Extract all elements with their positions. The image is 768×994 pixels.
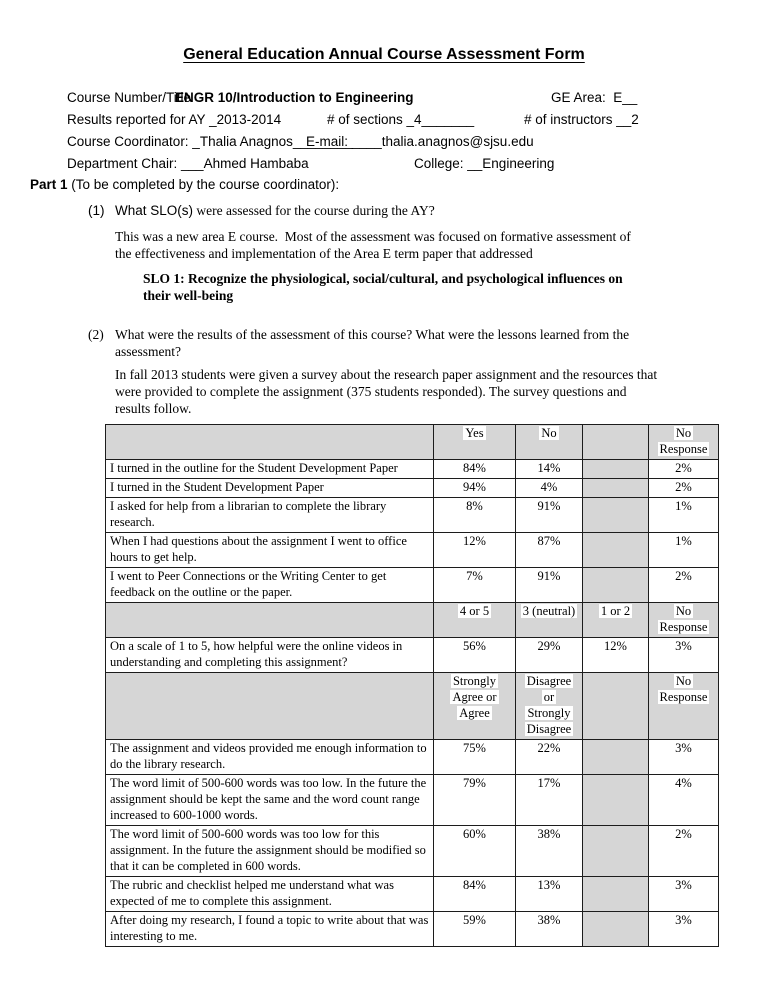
question-1-answer: This was a new area E course. Most of the assessment was focused on formative assessment of the effectiveness and implementation of the Area E term paper that addressed <box>115 229 631 261</box>
header-cell-no-response: No Response <box>649 603 719 638</box>
header-cell-no-response: No Response <box>649 673 719 740</box>
table-row <box>106 775 719 826</box>
value-cell-yes: 84% <box>434 460 516 479</box>
header-cell-disagree: Disagree or Strongly Disagree <box>516 673 583 740</box>
table-row <box>106 460 719 479</box>
value-cell-yes: 8% <box>434 498 516 533</box>
value-cell-no: 91% <box>516 498 583 533</box>
value-cell-no: 4% <box>516 479 583 498</box>
num-sections-field: # of sections _4_______ <box>327 112 475 127</box>
value-cell-no-response: 1% <box>649 533 719 568</box>
header-cell-yes: Yes <box>434 425 516 460</box>
value-cell-agree: 79% <box>434 775 516 826</box>
question-cell: After doing my research, I found a topic to write about that was interesting to me. <box>106 912 434 947</box>
question-cell: I went to Peer Connections or the Writing Center to get feedback on the outline or the paper. <box>106 568 434 603</box>
value-cell-blank <box>583 740 649 775</box>
value-cell-disagree: 13% <box>516 877 583 912</box>
course-number-title-value: ENGR 10/Introduction to Engineering <box>175 90 414 105</box>
value-cell-yes: 12% <box>434 533 516 568</box>
value-cell-yes: 94% <box>434 479 516 498</box>
question-cell: I turned in the outline for the Student Development Paper <box>106 460 434 479</box>
table-row <box>106 533 719 568</box>
num-instructors-field: # of instructors __2 <box>524 112 639 127</box>
college-field: College: __Engineering <box>414 156 555 171</box>
header-cell-no: No <box>516 425 583 460</box>
value-cell-blank <box>583 479 649 498</box>
table-row <box>106 912 719 947</box>
value-cell-no-response: 3% <box>649 740 719 775</box>
value-cell-1-or-2: 12% <box>583 638 649 673</box>
question-2 <box>88 326 718 360</box>
value-cell-no: 87% <box>516 533 583 568</box>
value-cell-disagree: 22% <box>516 740 583 775</box>
value-cell-disagree: 38% <box>516 826 583 877</box>
header-cell-3-neutral: 3 (neutral) <box>516 603 583 638</box>
value-cell-blank <box>583 826 649 877</box>
header-cell-1-or-2: 1 or 2 <box>583 603 649 638</box>
question-cell: On a scale of 1 to 5, how helpful were the online videos in understanding and completing this assignment? <box>106 638 434 673</box>
part1-heading <box>30 177 339 192</box>
value-cell-agree: 84% <box>434 877 516 912</box>
email-field: E-mail: ____thalia.anagnos@sjsu.edu <box>306 134 534 149</box>
table-row <box>106 740 719 775</box>
value-cell-yes: 7% <box>434 568 516 603</box>
value-cell-blank <box>583 568 649 603</box>
value-cell-no-response: 3% <box>649 638 719 673</box>
header-cell-4-or-5: 4 or 5 <box>434 603 516 638</box>
question-1 <box>88 202 715 219</box>
value-cell-blank <box>583 775 649 826</box>
table-row <box>106 638 719 673</box>
table-row <box>106 826 719 877</box>
value-cell-agree: 59% <box>434 912 516 947</box>
header-line-chair <box>0 156 768 178</box>
slo-statement: SLO 1: Recognize the physiological, social/cultural, and psychological influences on their well-being <box>143 271 623 303</box>
header-line-course <box>0 90 768 112</box>
value-cell-no-response: 2% <box>649 568 719 603</box>
value-cell-agree: 60% <box>434 826 516 877</box>
value-cell-agree: 75% <box>434 740 516 775</box>
value-cell-no-response: 1% <box>649 498 719 533</box>
value-cell-no-response: 2% <box>649 826 719 877</box>
header-line-coordinator <box>0 134 768 156</box>
value-cell-no: 91% <box>516 568 583 603</box>
question-cell: The word limit of 500-600 words was too low for this assignment. In the future the assignment should be modified so that it can be completed in 600 words. <box>106 826 434 877</box>
course-coordinator-field: Course Coordinator: _Thalia Anagnos________ <box>67 134 353 149</box>
question-2-answer: In fall 2013 students were given a survey about the research paper assignment and the resources that were provided to complete the assignment (375 students responded). The survey questions and results follow. <box>115 367 658 416</box>
table-row <box>106 877 719 912</box>
value-cell-disagree: 17% <box>516 775 583 826</box>
header-cell-empty <box>106 425 434 460</box>
value-cell-no-response: 2% <box>649 460 719 479</box>
table-header-yes-no <box>106 425 719 460</box>
value-cell-disagree: 38% <box>516 912 583 947</box>
header-cell-no-response: No Response <box>649 425 719 460</box>
value-cell-no-response: 3% <box>649 912 719 947</box>
department-chair-field: Department Chair: ___Ahmed Hambaba <box>67 156 309 171</box>
question-cell: When I had questions about the assignment I went to office hours to get help. <box>106 533 434 568</box>
results-reported-field: Results reported for AY _2013-2014 <box>67 112 282 127</box>
page-title: General Education Annual Course Assessment Form <box>183 46 585 63</box>
value-cell-no-response: 4% <box>649 775 719 826</box>
course-number-title-label: Course Number/Title <box>67 90 192 105</box>
value-cell-blank <box>583 533 649 568</box>
question-cell: I turned in the Student Development Paper <box>106 479 434 498</box>
value-cell-blank <box>583 498 649 533</box>
question-cell: The assignment and videos provided me enough information to do the library research. <box>106 740 434 775</box>
part1-text: (To be completed by the course coordinator): <box>67 177 340 192</box>
survey-results-table <box>105 424 719 947</box>
header-cell-strongly-agree: Strongly Agree or Agree <box>434 673 516 740</box>
table-row <box>106 568 719 603</box>
question-2-number: (2) <box>88 327 104 342</box>
question-cell: The rubric and checklist helped me understand what was expected of me to complete this assignment. <box>106 877 434 912</box>
header-line-ay <box>0 112 768 134</box>
table-header-agree <box>106 673 719 740</box>
question-2-text: What were the results of the assessment of this course? What were the lessons learned from the assessment? <box>115 327 630 359</box>
question-cell: I asked for help from a librarian to complete the library research. <box>106 498 434 533</box>
header-cell-empty <box>583 425 649 460</box>
value-cell-3-neutral: 29% <box>516 638 583 673</box>
header-cell-empty <box>106 603 434 638</box>
value-cell-no: 14% <box>516 460 583 479</box>
value-cell-blank <box>583 877 649 912</box>
table-row <box>106 498 719 533</box>
part1-label: Part 1 <box>30 177 68 192</box>
table-row <box>106 479 719 498</box>
value-cell-no-response: 2% <box>649 479 719 498</box>
ge-area-field: GE Area: E__ <box>551 90 638 105</box>
header-cell-empty <box>106 673 434 740</box>
table-header-scale <box>106 603 719 638</box>
value-cell-blank <box>583 912 649 947</box>
question-cell: The word limit of 500-600 words was too low. In the future the assignment should be kept the same and the word count range increased to 600-1000 words. <box>106 775 434 826</box>
value-cell-4-or-5: 56% <box>434 638 516 673</box>
question-1-number: (1) <box>88 203 105 218</box>
header-cell-empty <box>583 673 649 740</box>
value-cell-blank <box>583 460 649 479</box>
value-cell-no-response: 3% <box>649 877 719 912</box>
question-1-text: What SLO(s) were assessed for the course during the AY? <box>115 203 435 218</box>
